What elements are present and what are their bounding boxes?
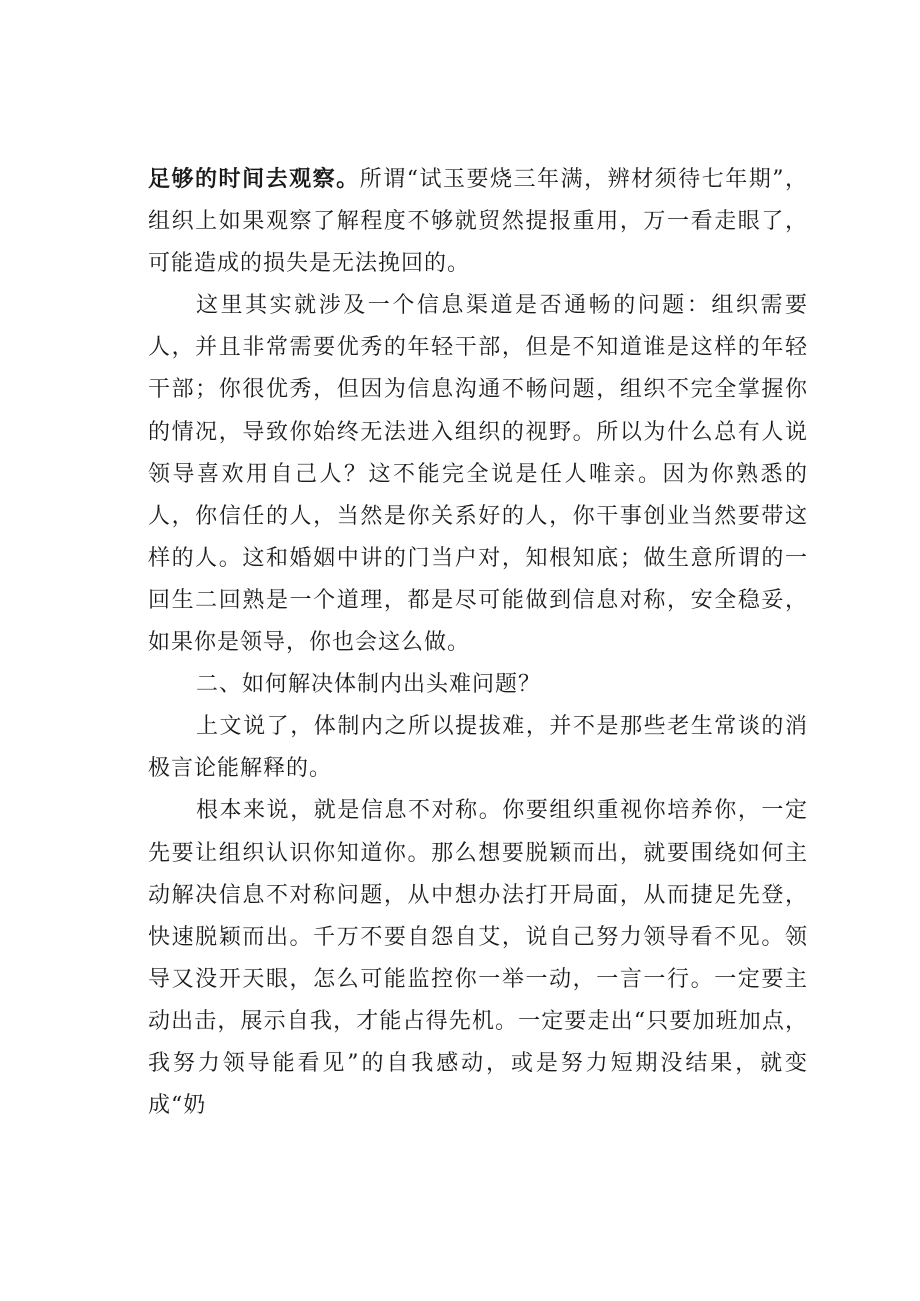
paragraph-recap: 上文说了，体制内之所以提拔难，并不是那些老生常谈的消极言论能解释的。 xyxy=(148,714,808,782)
paragraph-text: 所谓“试玉要烧三年满，辨材须待七年期”，组织上如果观察了解程度不够就贸然提报重用，万一看走眼了，可能造成的损失是无法挽回的。 xyxy=(148,167,808,277)
paragraph-information-channel: 这里其实就涉及一个信息渠道是否通畅的问题：组织需要人，并且非常需要优秀的年轻干部，但是不知道谁是这样的年轻干部；你很优秀，但因为信息沟通不畅问题，组织不完全掌握你的情况，导致你始终无法进入组织的视野。所以为什么总有人说领导喜欢用自己人？这不能完全说是任人唯亲。因为你熟悉的人，你信任的人，当然是你关系好的人，你干事创业当然要带这样的人。这和婚姻中讲的门当户对，知根知底；做生意所谓的一回生二回熟是一个道理，都是尽可能做到信息对称，安全稳妥，如果你是领导，你也会这么做。 xyxy=(148,293,808,656)
paragraph-information-asymmetry: 根本来说，就是信息不对称。你要组织重视你培养你，一定先要让组织认识你知道你。那么想要脱颖而出，就要围绕如何主动解决信息不对称问题，从中想办法打开局面，从而捷足先登，快速脱颖而出。千万不要自怨自艾，说自己努力领导看不见。领导又没开天眼，怎么可能监控你一举一动，一言一行。一定要主动出击，展示自我，才能占得先机。一定要走出“只要加班加点，我努力领导能看见”的自我感动，或是努力短期没结果，就变成“奶 xyxy=(148,798,808,1119)
section-heading: 二、如何解决体制内出头难问题？ xyxy=(196,672,542,698)
paragraph-continuation xyxy=(148,158,808,285)
document-body xyxy=(148,158,808,1127)
bold-lead-sentence: 足够的时间去观察。 xyxy=(148,166,360,192)
